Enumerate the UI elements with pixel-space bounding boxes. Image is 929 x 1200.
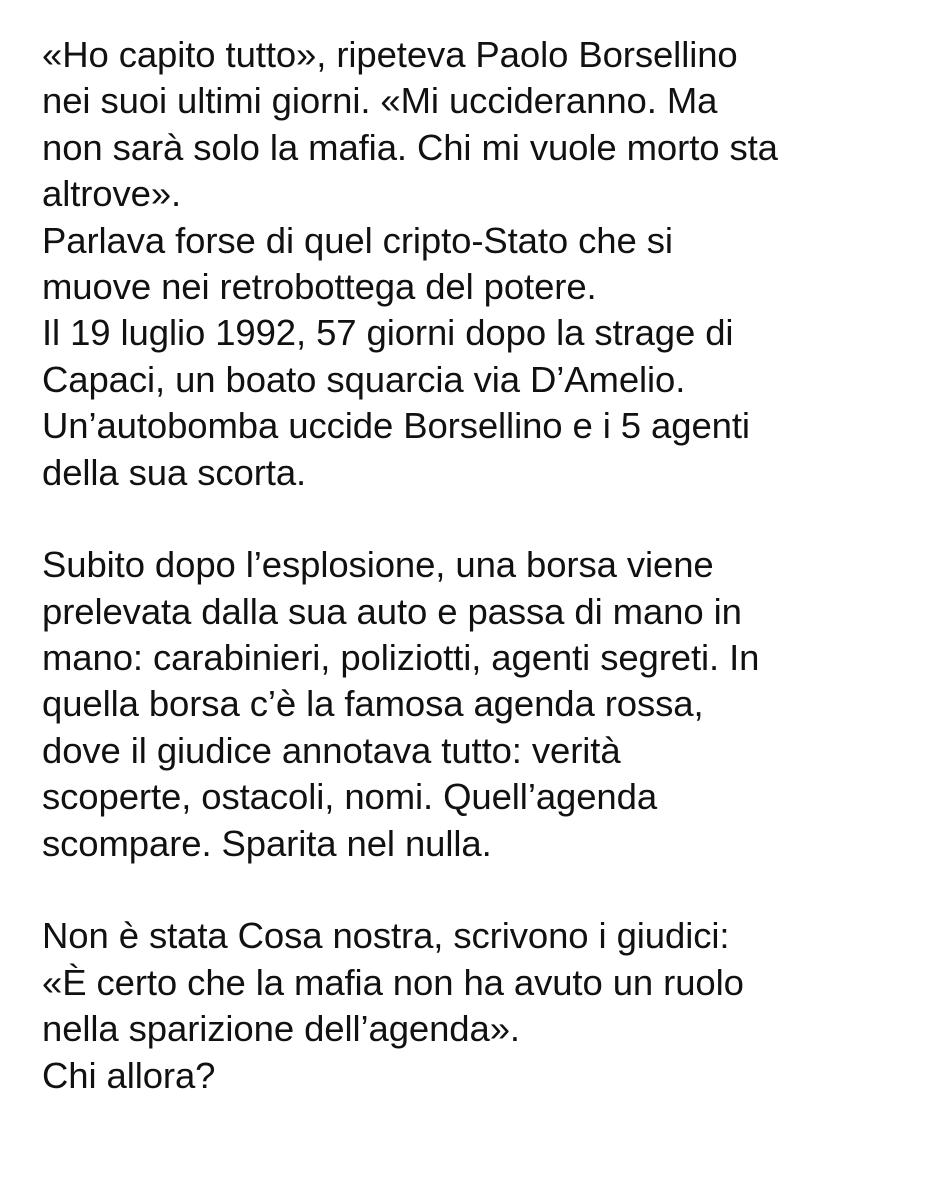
- text-line: Subito dopo l’esplosione, una borsa viene: [42, 544, 714, 586]
- paragraph-spacer: [42, 496, 912, 542]
- text-line: Chi allora?: [42, 1054, 216, 1096]
- paragraph-3: [42, 913, 912, 1099]
- text-line: scompare. Sparita nel nulla.: [42, 822, 492, 864]
- text-line: prelevata dalla sua auto e passa di mano in: [42, 590, 742, 632]
- text-line: mano: carabinieri, poliziotti, agenti segreti. In: [42, 637, 760, 679]
- text-line: muove nei retrobottega del potere.: [42, 265, 597, 307]
- text-line: nella sparizione dell’agenda».: [42, 1008, 520, 1050]
- text-line: Non è stata Cosa nostra, scrivono i giudici:: [42, 915, 730, 957]
- text-line: «È certo che la mafia non ha avuto un ruolo: [42, 961, 744, 1003]
- text-line: quella borsa c’è la famosa agenda rossa,: [42, 683, 704, 725]
- text-line: scoperte, ostacoli, nomi. Quell’agenda: [42, 776, 658, 818]
- paragraph-2: [42, 542, 912, 867]
- text-line: dove il giudice annotava tutto: verità: [42, 729, 621, 771]
- text-line: nei suoi ultimi giorni. «Mi uccideranno. Ma: [42, 80, 718, 122]
- text-line: Parlava forse di quel cripto-Stato che si: [42, 219, 673, 261]
- paragraph-spacer: [42, 867, 912, 913]
- article-text: [42, 32, 912, 1099]
- text-line: Il 19 luglio 1992, 57 giorni dopo la strage di: [42, 312, 734, 354]
- text-line: altrove».: [42, 173, 182, 215]
- text-line: non sarà solo la mafia. Chi mi vuole morto sta: [42, 126, 778, 168]
- text-line: della sua scorta.: [42, 451, 307, 493]
- text-line: Capaci, un boato squarcia via D’Amelio.: [42, 358, 686, 400]
- text-line: Un’autobomba uccide Borsellino e i 5 agenti: [42, 405, 750, 447]
- paragraph-1: [42, 32, 912, 496]
- text-line: «Ho capito tutto», ripeteva Paolo Borsellino: [42, 34, 738, 75]
